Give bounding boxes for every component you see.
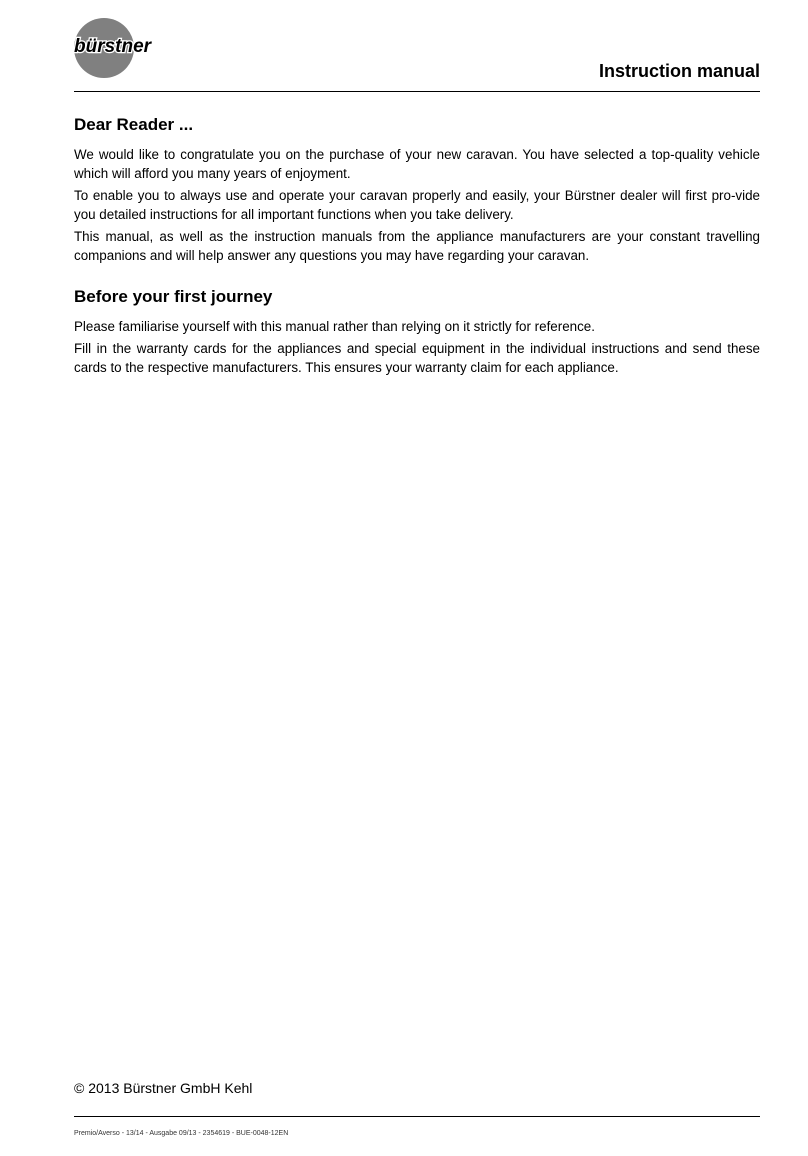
paragraph: To enable you to always use and operate your caravan properly and easily, your Bürstner dealer will first pro-vide you detailed instructions for all important functions when you take delivery. xyxy=(74,188,760,222)
paragraph: This manual, as well as the instruction manuals from the appliance manufacturers are your constant travelling companions and will help answer any questions you may have regarding your caravan. xyxy=(74,229,760,263)
logo-text: bürstner xyxy=(74,36,152,57)
footer-rule xyxy=(74,1116,760,1117)
content xyxy=(74,114,760,381)
section-dear-reader xyxy=(74,114,760,266)
section-heading: Before your first journey xyxy=(74,286,273,306)
brand-logo xyxy=(72,16,184,80)
copyright: © 2013 Bürstner GmbH Kehl xyxy=(74,1080,253,1096)
paragraph: Please familiarise yourself with this manual rather than relying on it strictly for reference. xyxy=(74,318,595,334)
paragraph: We would like to congratulate you on the purchase of your new caravan. You have selected a top-quality vehicle which will afford you many years of enjoyment. xyxy=(74,147,760,181)
section-heading: Dear Reader ... xyxy=(74,115,194,134)
paragraph: Fill in the warranty cards for the appliances and special equipment in the individual instructions and send these cards to the respective manufacturers. This ensures your warranty claim for each appliance. xyxy=(74,341,760,375)
footer-doc-code: Premio/Averso - 13/14 - Ausgabe 09/13 - 2354619 - BUE-0048-12EN xyxy=(74,1130,289,1137)
section-before-first-journey xyxy=(74,286,760,378)
header-rule xyxy=(74,91,760,92)
header-title: Instruction manual xyxy=(598,61,760,81)
